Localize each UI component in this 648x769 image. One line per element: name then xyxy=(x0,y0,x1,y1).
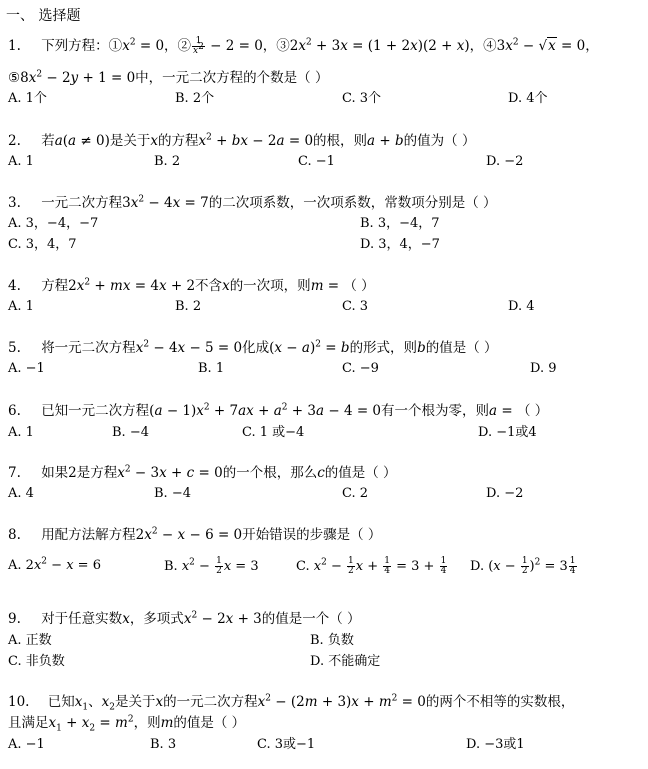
question-9-option-a[interactable]: A. 正数 xyxy=(8,633,52,648)
question-6-option-c[interactable]: C. 1 或−4 xyxy=(242,425,305,440)
question-4-option-a[interactable]: A. 1 xyxy=(8,299,34,314)
question-7-option-c[interactable]: C. 2 xyxy=(342,486,369,501)
question-5-stem: 5. 将一元二次方程$x^2 - 4x - 5 = 0$化成$(x - a)^2 = b$的形式，则b的值是（ ） xyxy=(8,339,498,356)
question-number: 1. xyxy=(8,38,21,54)
question-3-option-d[interactable]: D. 3，4，−7 xyxy=(360,237,440,252)
question-5-option-c[interactable]: C. −9 xyxy=(342,361,379,376)
question-2-option-c[interactable]: C. −1 xyxy=(298,154,335,169)
question-9-option-c[interactable]: C. 非负数 xyxy=(8,654,65,669)
question-9-stem: 9. 对于任意实数x，多项式$x^2 - 2x + 3$的值是一个（ ） xyxy=(8,610,361,627)
question-8-option-b[interactable]: B. $x^2$ − $\frac{1}{2}$ x = 3 xyxy=(164,556,259,576)
question-10-option-b[interactable]: B. 3 xyxy=(150,737,177,752)
question-3-stem: 3. 一元二次方程$3x^2 - 4x = 7$的二次项系数，一次项系数，常数项分别是（ ） xyxy=(8,194,497,211)
question-6-stem: 6. 已知一元二次方程$(a - 1)x^2 + 7ax + a^2 + 3a - 4 = 0$有一个根为零，则a = （ ） xyxy=(8,402,549,419)
question-5-option-a[interactable]: A. −1 xyxy=(8,361,45,376)
question-1-stem-line1: 1. 下列方程：$①x^2 = 0$，② $\frac{1}{x^2}$ − 2 = 0，$③2x^2 + 3x = (1 + 2x)(2 + x)$，$④3x^2 - √x = 0$， xyxy=(8,36,599,56)
question-1-option-a[interactable]: A. 1个 xyxy=(8,91,47,106)
question-1-option-b[interactable]: B. 2个 xyxy=(175,91,215,106)
question-2-option-b[interactable]: B. 2 xyxy=(154,154,181,169)
question-10-option-c[interactable]: C. 3或−1 xyxy=(257,737,316,752)
question-5-option-d[interactable]: D. 9 xyxy=(530,361,557,376)
question-3-option-c[interactable]: C. 3，4，7 xyxy=(8,237,77,252)
question-4-option-b[interactable]: B. 2 xyxy=(175,299,202,314)
question-1-option-d[interactable]: D. 4个 xyxy=(508,91,548,106)
question-5-option-b[interactable]: B. 1 xyxy=(198,361,225,376)
question-2-option-a[interactable]: A. 1 xyxy=(8,154,34,169)
question-3-option-a[interactable]: A. 3，−4，−7 xyxy=(8,216,99,231)
question-7-stem: 7. 如果2是方程$x^2 - 3x + c = 0$的一个根，那么c的值是（ ） xyxy=(8,464,397,481)
question-7-option-a[interactable]: A. 4 xyxy=(8,486,34,501)
question-9-option-b[interactable]: B. 负数 xyxy=(310,633,354,648)
question-2-stem: 2. 若a(a ≠ 0)是关于x的方程$x^2$ + bx − 2a = 0的根，则a + b的值为（ ） xyxy=(8,132,476,149)
question-8-option-d[interactable]: D. (x − $\frac{1}{2}$ )$^2$ = 3 $\frac{1}{4}$ xyxy=(470,556,576,576)
question-7-option-d[interactable]: D. −2 xyxy=(486,486,524,501)
question-4-option-d[interactable]: D. 4 xyxy=(508,299,535,314)
question-10-stem-line2: 且满足$x_1 + x_2 = m^2$，则m的值是（ ） xyxy=(8,714,246,734)
question-4-option-c[interactable]: C. 3 xyxy=(342,299,369,314)
question-3-option-b[interactable]: B. 3，−4，7 xyxy=(360,216,440,231)
question-4-stem: 4. 方程$2x^2$ + mx = 4x + 2不含x的一次项，则m = （ ） xyxy=(8,277,375,294)
question-8-stem: 8. 用配方法解方程$2x^2 - x - 6 = 0$开始错误的步骤是（ ） xyxy=(8,526,382,543)
question-10-option-d[interactable]: D. −3或1 xyxy=(466,737,525,752)
question-10-option-a[interactable]: A. −1 xyxy=(8,737,45,752)
question-10-stem-line1: 10. 已知$x_1$、$x_2$是关于x的一元二次方程$x^2 - (2m + 3)x + m^2 = 0$的两个不相等的实数根， xyxy=(8,693,575,713)
section-title: 一、 选择题 xyxy=(6,8,81,24)
question-9-option-d[interactable]: D. 不能确定 xyxy=(310,654,381,669)
question-6-option-b[interactable]: B. −4 xyxy=(112,425,149,440)
question-1-option-c[interactable]: C. 3个 xyxy=(342,91,382,106)
question-6-option-d[interactable]: D. −1或4 xyxy=(478,425,537,440)
question-1-stem-line2: $⑤8x^2 - 2y + 1 = 0$中，一元二次方程的个数是（ ） xyxy=(8,69,329,86)
question-8-option-a[interactable]: A. $2x^2 - x = 6$ xyxy=(8,556,101,573)
question-2-option-d[interactable]: D. −2 xyxy=(486,154,524,169)
question-6-option-a[interactable]: A. 1 xyxy=(8,425,34,440)
question-7-option-b[interactable]: B. −4 xyxy=(154,486,191,501)
question-8-option-c[interactable]: C. $x^2$ − $\frac{1}{2}$ x + $\frac{1}{4}$ = 3 + $\frac{1}{4}$ xyxy=(296,556,447,576)
